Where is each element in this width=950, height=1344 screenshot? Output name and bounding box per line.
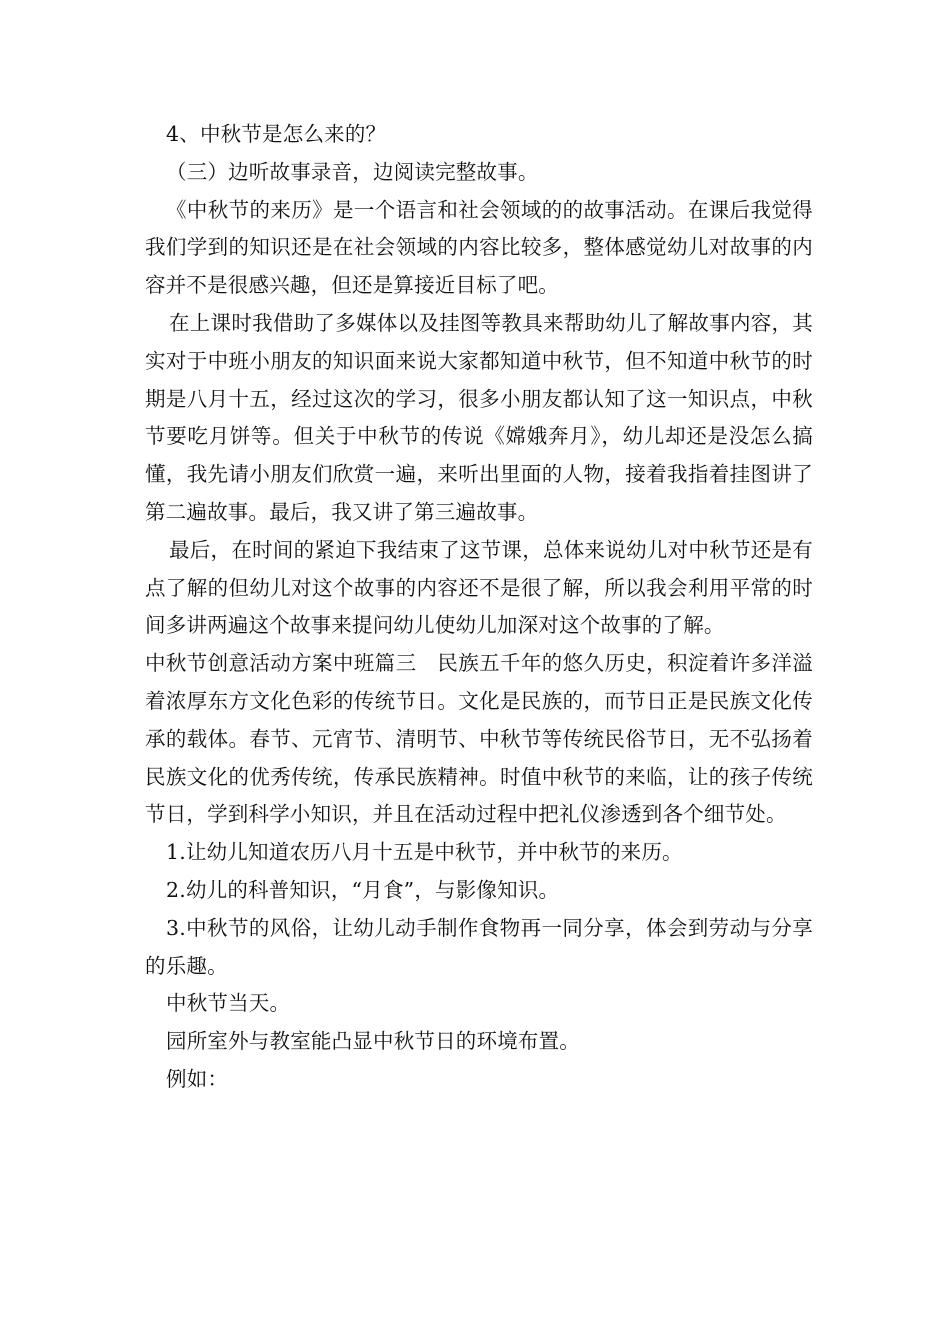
goal-item-1: 1.让幼儿知道农历八月十五是中秋节，并中秋节的来历。 bbox=[166, 840, 683, 865]
activity-environment: 园所室外与教室能凸显中秋节日的环境布置。 bbox=[166, 1029, 580, 1054]
reflection-paragraph-3: 最后，在时间的紧迫下我结束了这节课，总体来说幼儿对中秋节还是有点了解的但幼儿对这个故事的内容还不是很了解，所以我会利用平常的时间多讲两遍这个故事来提问幼儿使幼儿加深对这个故事的了解。 bbox=[145, 537, 813, 638]
example-label: 例如： bbox=[166, 1066, 229, 1091]
list-item-question-4: 4、中秋节是怎么来的？ bbox=[166, 122, 387, 146]
reflection-paragraph-1: 《中秋节的来历》是一个语言和社会领域的的故事活动。在课后我觉得我们学到的知识还是在社会领域的内容比较多，整体感觉幼儿对故事的内容并不是很感兴趣，但还是算接近目标了吧。 bbox=[145, 197, 813, 298]
section-heading-3: （三）边听故事录音，边阅读完整故事。 bbox=[166, 159, 539, 184]
document-body bbox=[145, 116, 813, 1099]
activity-time: 中秋节当天。 bbox=[166, 991, 291, 1016]
article-3-intro-paragraph: 中秋节创意活动方案中班篇三 民族五千年的悠久历史，积淀着许多洋溢着浓厚东方文化色彩的传统节日。文化是民族的，而节日正是民族文化传承的载体。春节、元宵节、清明节、中秋节等传统民俗节日，无不弘扬着民族文化的优秀传统，传承民族精神。时值中秋节的来临，让的孩子传统节日，学到科学小知识，并且在活动过程中把礼仪渗透到各个细节处。 bbox=[145, 651, 813, 827]
goal-item-3: 3.中秋节的风俗，让幼儿动手制作食物再一同分享，体会到劳动与分享的乐趣。 bbox=[145, 915, 813, 978]
goal-item-2: 2.幼儿的科普知识，“月食”，与影像知识。 bbox=[166, 877, 560, 902]
reflection-paragraph-2: 在上课时我借助了多媒体以及挂图等教具来帮助幼儿了解故事内容，其实对于中班小朋友的知识面来说大家都知道中秋节，但不知道中秋节的时期是八月十五，经过这次的学习，很多小朋友都认知了这一知识点，中秋节要吃月饼等。但关于中秋节的传说《嫦娥奔月》，幼儿却还是没怎么搞懂，我先请小朋友们欣赏一遍，来听出里面的人物，接着我指着挂图讲了第二遍故事。最后，我又讲了第三遍故事。 bbox=[145, 310, 813, 524]
